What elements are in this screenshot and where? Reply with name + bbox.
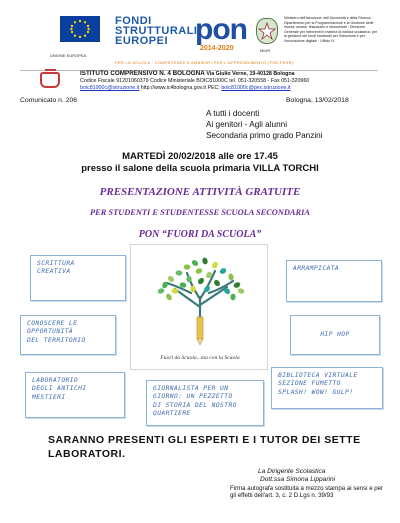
school-codes: Codice Fiscale 91201060379 Codice Ministeriale BOIC81000C tel. 051-320558 - Fax 051-320960 xyxy=(80,78,310,85)
tree-pencil-icon xyxy=(131,245,269,353)
workshop-line: OPPORTUNITÀ xyxy=(27,328,74,336)
tree-leaf xyxy=(191,259,200,267)
pencil-tip xyxy=(197,339,203,345)
miur-caption: MIUR xyxy=(260,48,271,53)
communique-date: Bologna, 13/02/2018 xyxy=(286,97,349,104)
school-website: http://www.ic4bologna.gov.it PEC: xyxy=(140,85,220,92)
subheadline: PER STUDENTI E STUDENTESSE SCUOLA SECONDARIA xyxy=(90,208,310,217)
signature-name: Dott.ssa Simona Lipparini xyxy=(260,476,336,484)
headline: PRESENTAZIONE ATTIVITÀ GRATUITE xyxy=(99,186,301,198)
event-date: MARTEDÌ 20/02/2018 alle ore 17.45 xyxy=(122,151,278,162)
tree-leaf xyxy=(167,275,176,283)
communique-number: Comunicato n. 206 xyxy=(20,97,78,104)
republic-emblem-icon xyxy=(256,18,278,44)
workshop-line: DEGLI ANTICHI xyxy=(32,385,87,393)
workshop-line: CREATIVA xyxy=(37,268,71,276)
tree-leaf xyxy=(213,279,221,288)
tree-branch xyxy=(200,287,227,305)
recipient-line: Ai genitori - Agli alunni xyxy=(206,120,288,129)
workshop-biblioteca-fumetto xyxy=(271,367,383,409)
workshop-antichi-mestieri xyxy=(25,372,125,418)
workshop-conoscere-territorio xyxy=(20,315,116,355)
fondi-strutturali-logo xyxy=(115,16,198,46)
school-pec-link[interactable]: boic81000c@pec.istruzione.it xyxy=(221,85,291,92)
fondi-line: STRUTTURALI xyxy=(115,25,198,37)
workshop-line: CONOSCERE LE xyxy=(27,320,78,327)
tree-leaf xyxy=(228,273,234,281)
school-email-link[interactable]: boic81000c@istruzione.it xyxy=(80,85,140,92)
experts-notice: SARANNO PRESENTI GLI ESPERTI E I TUTOR DEI SETTE LABORATORI. xyxy=(48,434,361,460)
fondi-line: FONDI xyxy=(115,15,152,27)
workshop-line: DEL TERRITORIO xyxy=(27,336,86,344)
workshop-line: GIORNO: UN PEZZETTO xyxy=(153,393,233,401)
tree-leaf xyxy=(230,293,236,300)
workshop-scrittura-creativa xyxy=(30,255,126,301)
signature-block xyxy=(230,468,390,500)
ministry-text: Ministero dell'Istruzione, dell'Università e della Ricerca · Dipartimento per la Programmazione e la Gestione delle risorse umane, finanziarie e strumentali · Direzione Generale per interventi in materia di edilizia scolastica, per la gestione dei fondi strutturali per l'istruzione e per l'innovazione digitale · Ufficio IV xyxy=(284,16,378,43)
workshop-line: SEZIONE FUMETTO xyxy=(278,380,341,388)
eu-caption: UNIONE EUROPEA xyxy=(50,53,87,58)
fondi-line: EUROPEI xyxy=(115,35,169,47)
pon-years: 2014-2020 xyxy=(200,45,234,52)
workshop-line: BIBLIOTECA VIRTUALE xyxy=(278,372,358,379)
tree-leaf xyxy=(157,288,165,295)
workshop-arrampicata xyxy=(286,260,382,302)
school-contacts xyxy=(80,85,380,92)
tree-leaf xyxy=(184,264,191,269)
workshop-line: SPLASH! WOW! GULP! xyxy=(278,388,354,396)
project-title: PON “FUORI DA SCUOLA” xyxy=(138,229,262,240)
pencil-body xyxy=(197,317,203,339)
tree-leaf xyxy=(237,287,245,294)
recipient-line: Secondaria primo grado Panzini xyxy=(206,131,323,140)
school-info xyxy=(80,70,380,93)
workshop-line: LABORATORIO xyxy=(32,377,79,384)
signature-note: Firma autografa sostituita a mezzo stampa ai sensi e per gli effetti dell'art. 3, c. 2 D.Lgs n. 39/93 xyxy=(230,484,384,500)
signature-role: La Dirigente Scolastica xyxy=(258,468,326,475)
fuori-da-scuola-logo xyxy=(130,244,268,370)
workshop-line: MESTIERI xyxy=(32,393,66,401)
school-name-line xyxy=(80,70,380,78)
logo-caption: Fuori da Scuola...ma con la Scuola xyxy=(160,355,240,361)
event-place: presso il salone della scuola primaria VILLA TORCHI xyxy=(81,163,319,174)
tree-leaf xyxy=(233,281,241,289)
workshop-hip-hop xyxy=(290,315,380,355)
recipient-line: A tutti i docenti xyxy=(206,109,260,118)
tree-leaf xyxy=(165,293,173,302)
recipients xyxy=(206,108,323,141)
tree-leaf xyxy=(171,288,179,294)
pon-logo: pon xyxy=(195,13,247,46)
eu-flag-icon xyxy=(60,16,100,42)
banner-subtitle: PER LA SCUOLA · COMPETENZE E AMBIENTI PER L'APPRENDIMENTO (FSE-FESR) xyxy=(115,60,294,65)
workshop-line: SCRITTURA xyxy=(37,260,75,267)
tree-leaf xyxy=(202,257,209,265)
tree-leaf xyxy=(161,281,169,289)
tree-leaf xyxy=(197,277,205,286)
workshop-line: ARRAMPICATA xyxy=(293,265,340,272)
tree-leaf xyxy=(219,267,228,275)
workshop-line: HIP HOP xyxy=(320,330,350,338)
school-name: ISTITUTO COMPRENSIVO N. 4 BOLOGNA xyxy=(80,70,205,77)
school-logo-icon xyxy=(40,72,60,88)
workshop-line: DI STORIA DEL NOSTRO xyxy=(153,401,237,409)
pon-banner xyxy=(20,8,378,70)
workshop-giornalista xyxy=(146,380,264,426)
tree-leaf xyxy=(175,270,182,276)
tree-leaf xyxy=(211,261,218,269)
workshop-line: QUARTIERE xyxy=(153,410,191,418)
workshop-line: GIORNALISTA PER UN xyxy=(153,385,229,392)
tree-leaf xyxy=(195,267,203,274)
school-address: Via Giulio Verne, 19-40128 Bologna xyxy=(206,71,295,77)
